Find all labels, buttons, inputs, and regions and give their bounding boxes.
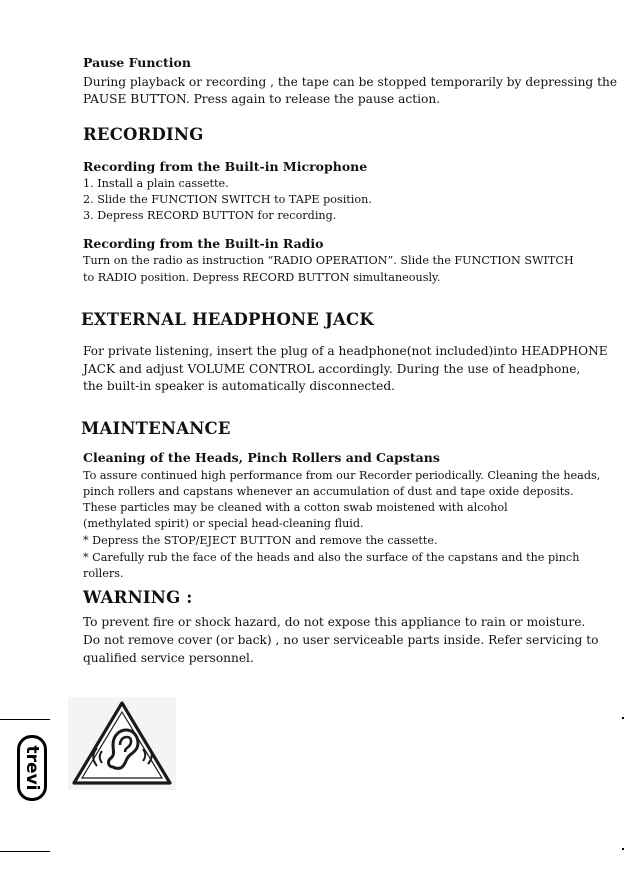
headphone-title: EXTERNAL HEADPHONE JACK: [81, 310, 374, 329]
headphone-line-3: the built-in speaker is automatically disconnected.: [83, 379, 396, 393]
maintenance-subheading: Cleaning of the Heads, Pinch Rollers and Capstans: [83, 450, 440, 465]
mic-heading: Recording from the Built-in Microphone: [83, 159, 368, 174]
pause-heading: Pause Function: [83, 55, 191, 70]
warning-line-1: To prevent fire or shock hazard, do not expose this appliance to rain or moisture.: [83, 615, 586, 629]
recording-title: RECORDING: [83, 125, 204, 144]
maintenance-line-1: To assure continued high performance from our Recorder periodically. Cleaning the heads,: [83, 469, 601, 482]
logo-text: trevi: [22, 745, 42, 791]
radio-line-2: to RADIO position. Depress RECORD BUTTON simultaneously.: [83, 271, 441, 284]
radio-heading: Recording from the Built-in Radio: [83, 236, 324, 251]
mic-step-3: 3. Depress RECORD BUTTON for recording.: [83, 209, 337, 222]
radio-line-1: Turn on the radio as instruction “RADIO OPERATION”. Slide the FUNCTION SWITCH: [83, 254, 574, 267]
margin-rule-top: [0, 719, 50, 720]
maintenance-line-6: * Carefully rub the face of the heads and also the surface of the capstans and the pinch: [83, 551, 580, 564]
maintenance-line-2: pinch rollers and capstans whenever an accumulation of dust and tape oxide deposits.: [83, 485, 574, 498]
margin-tick: [622, 848, 624, 850]
headphone-line-1: For private listening, insert the plug of a headphone(not included)into HEADPHONE: [83, 344, 608, 358]
pause-line-2: PAUSE BUTTON. Press again to release the pause action.: [83, 92, 441, 106]
mic-step-2: 2. Slide the FUNCTION SWITCH to TAPE position.: [83, 193, 372, 206]
maintenance-line-7: rollers.: [83, 567, 124, 580]
headphone-line-2: JACK and adjust VOLUME CONTROL accordingly. During the use of headphone,: [83, 362, 581, 376]
mic-step-1: 1. Install a plain cassette.: [83, 177, 229, 190]
warning-line-2: Do not remove cover (or back) , no user serviceable parts inside. Refer servicing to: [83, 633, 599, 647]
maintenance-line-4: (methylated spirit) or special head-cleaning fluid.: [83, 517, 364, 530]
margin-tick: [622, 717, 624, 719]
warning-line-3: qualified service personnel.: [83, 651, 254, 665]
maintenance-line-5: * Depress the STOP/EJECT BUTTON and remove the cassette.: [83, 534, 438, 547]
warning-title: WARNING :: [83, 588, 193, 607]
pause-line-1: During playback or recording , the tape can be stopped temporarily by depressing the: [83, 75, 618, 89]
margin-rule-bottom: [0, 851, 50, 852]
maintenance-line-3: These particles may be cleaned with a cotton swab moistened with alcohol: [83, 501, 508, 514]
maintenance-title: MAINTENANCE: [81, 419, 231, 438]
trevi-logo: [17, 735, 47, 801]
hearing-warning-icon: [68, 697, 176, 790]
